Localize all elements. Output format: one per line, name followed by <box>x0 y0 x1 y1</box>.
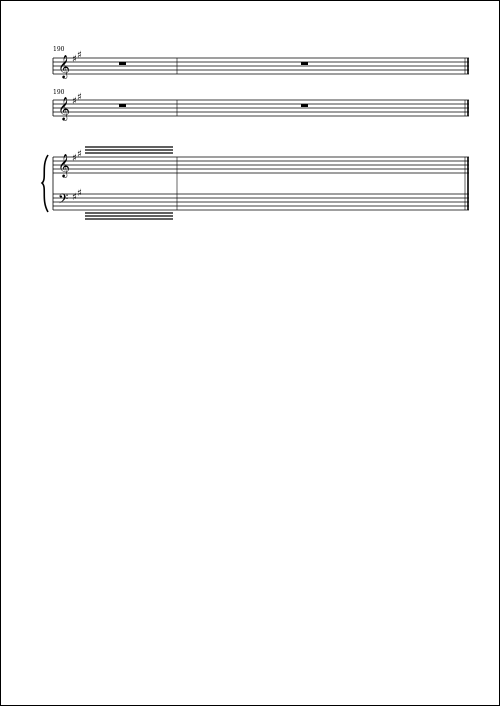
svg-text:♯: ♯ <box>72 153 77 164</box>
svg-text:𝄞: 𝄞 <box>58 96 70 120</box>
svg-text:♯: ♯ <box>72 54 77 65</box>
svg-text:♯: ♯ <box>77 50 82 61</box>
staff-lines <box>53 58 469 210</box>
key-signatures <box>72 50 82 203</box>
music-score <box>1 1 499 271</box>
svg-text:♯: ♯ <box>72 96 77 107</box>
barlines <box>53 58 468 210</box>
piano-brace <box>42 155 48 212</box>
svg-text:190: 190 <box>53 46 65 53</box>
svg-text:190: 190 <box>53 89 65 96</box>
svg-text:𝄞: 𝄞 <box>58 153 70 177</box>
svg-text:𝄢: 𝄢 <box>58 191 69 210</box>
svg-text:♯: ♯ <box>77 149 82 160</box>
svg-text:♯: ♯ <box>77 92 82 103</box>
svg-text:𝄞: 𝄞 <box>58 54 70 78</box>
svg-text:♯: ♯ <box>72 192 77 203</box>
piano-runs <box>85 147 173 219</box>
signature <box>199 519 203 538</box>
svg-text:♯: ♯ <box>77 188 82 199</box>
clefs <box>58 54 70 210</box>
